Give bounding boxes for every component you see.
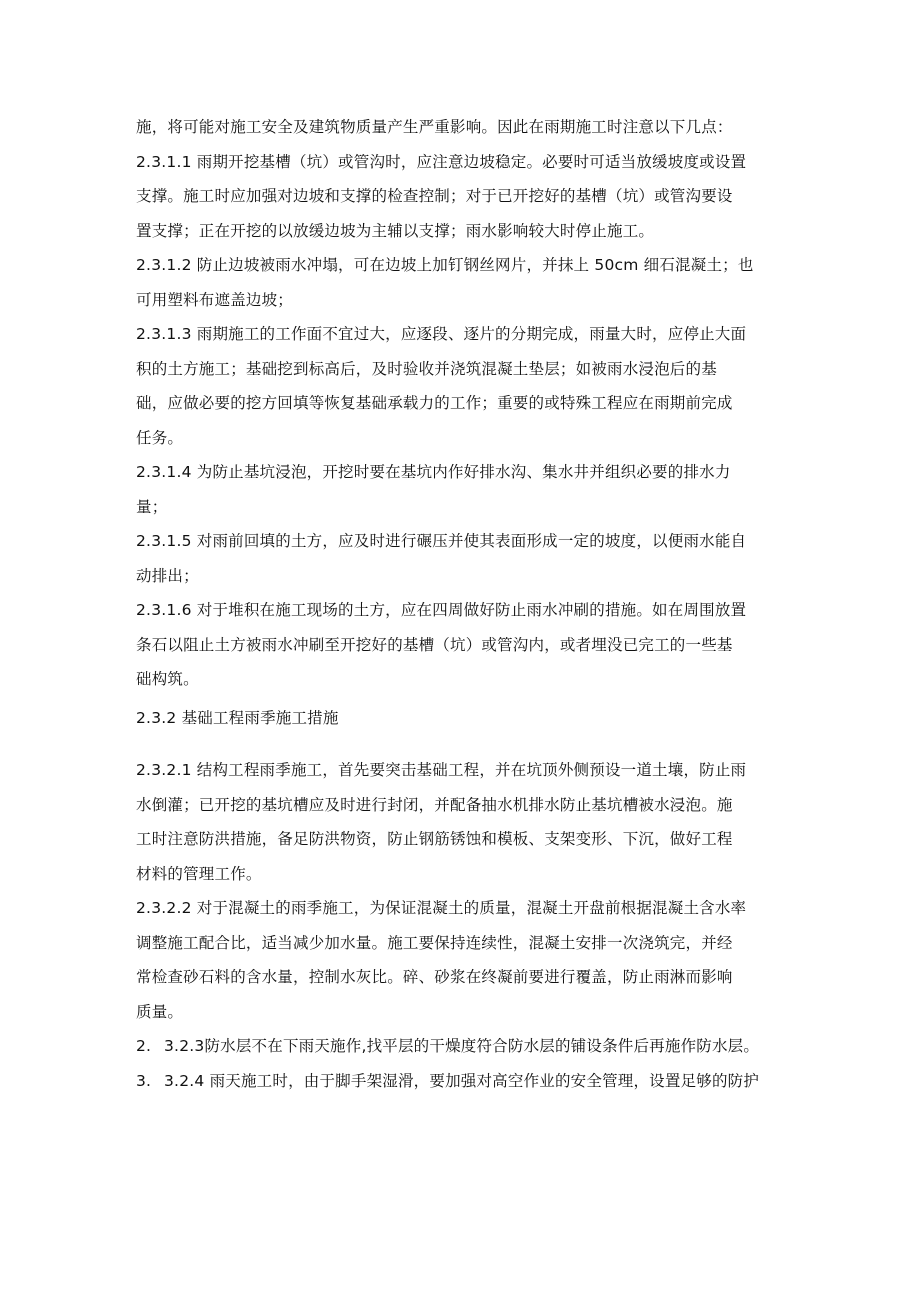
paragraph-2-3-1-4: [136, 455, 796, 524]
text-line: 动排出；: [136, 566, 199, 585]
text-line: 置支撑；正在开挖的以放缓边坡为主辅以支撑；雨水影响较大时停止施工。: [136, 221, 655, 240]
text-line: [136, 1064, 796, 1099]
paragraph-2-3-1-5: [136, 524, 796, 593]
paragraph-2-3-2-1: [136, 753, 796, 891]
paragraph-2-3-1-6: [136, 593, 796, 697]
text-line: 质量。: [136, 1002, 184, 1021]
text-line: 2.3.1.4 为防止基坑浸泡，开挖时要在基坑内作好排水沟、集水井并组织必要的排水力: [136, 463, 731, 481]
heading-text: 2.3.2 基础工程雨季施工措施: [136, 708, 339, 727]
list-text: 3.2.4 雨天施工时，由于脚手架湿滑，要加强对高空作业的安全管理，设置足够的防护: [164, 1071, 760, 1090]
text-line: 可用塑料布遮盖边坡；: [136, 290, 294, 309]
text-line: 2.3.1.1 雨期开挖基槽（坑）或管沟时，应注意边坡稳定。必要时可适当放缓坡度或设置: [136, 152, 747, 171]
text-line: 础构筑。: [136, 670, 199, 688]
text-line: 2.3.1.6 对于堆积在施工现场的土方，应在四周做好防止雨水冲刷的措施。如在周围放置: [136, 601, 747, 619]
text-line: 础，应做必要的挖方回填等恢复基础承载力的工作；重要的或特殊工程应在雨期前完成: [136, 394, 733, 412]
text-line: 2.3.1.2 防止边坡被雨水冲塌，可在边坡上加钉钢丝网片，并抹上 50cm 细石混凝土；也: [136, 256, 754, 274]
text-line: 工时注意防洪措施，备足防洪物资，防止钢筋锈蚀和模板、支架变形、下沉，做好工程: [136, 830, 733, 848]
paragraph-2-3-2-2: [136, 891, 796, 1029]
text-line: 常检查砂石料的含水量，控制水灰比。碎、砂浆在终凝前要进行覆盖，防止雨淋而影响: [136, 968, 733, 986]
text-line: 水倒灌；已开挖的基坑槽应及时进行封闭，并配备抽水机排水防止基坑槽被水浸泡。施: [136, 795, 733, 814]
numbered-item: [136, 1029, 796, 1064]
document-body: [136, 110, 796, 1098]
list-number: 2.: [136, 1037, 152, 1055]
paragraph-2-3-1-3: [136, 317, 796, 455]
list-text: 3.2.3防水层不在下雨天施作,找平层的干燥度符合防水层的铺设条件后再施作防水层。: [164, 1037, 760, 1055]
text-line: 材料的管理工作。: [136, 864, 262, 883]
text-line: 2.3.1.5 对雨前回填的土方，应及时进行碾压并使其表面形成一定的坡度，以便雨水能自: [136, 532, 747, 550]
paragraph-2-3-1-1: [136, 145, 796, 249]
section-heading: [136, 701, 796, 736]
paragraph-intro: [136, 110, 796, 145]
text-line: 施，将可能对施工安全及建筑物质量产生严重影响。因此在雨期施工时注意以下几点：: [136, 118, 733, 136]
text-line: 积的土方施工；基础挖到标高后，及时验收并浇筑混凝土垫层；如被雨水浸泡后的基: [136, 359, 717, 378]
numbered-item: [136, 1064, 796, 1099]
text-line: 调整施工配合比，适当减少加水量。施工要保持连续性，混凝土安排一次浇筑完，并经: [136, 933, 733, 952]
text-line: 支撑。施工时应加强对边坡和支撑的检查控制；对于已开挖好的基槽（坑）或管沟要设: [136, 187, 733, 205]
paragraph-2-3-1-2: [136, 248, 796, 317]
list-number: 3.: [136, 1071, 152, 1090]
text-line: 条石以阻止土方被雨水冲刷至开挖好的基槽（坑）或管沟内，或者埋没已完工的一些基: [136, 635, 733, 654]
text-line: 量；: [136, 497, 168, 516]
text-line: 2.3.2.1 结构工程雨季施工，首先要突击基础工程，并在坑顶外侧预设一道土壤，防止雨: [136, 761, 747, 779]
text-line: 2.3.1.3 雨期施工的工作面不宜过大，应逐段、逐片的分期完成，雨量大时，应停止大面: [136, 325, 747, 343]
text-line: 2.3.2.2 对于混凝土的雨季施工，为保证混凝土的质量，混凝土开盘前根据混凝土含水率: [136, 899, 747, 917]
text-line: [136, 1029, 796, 1064]
text-line: 任务。: [136, 428, 184, 447]
